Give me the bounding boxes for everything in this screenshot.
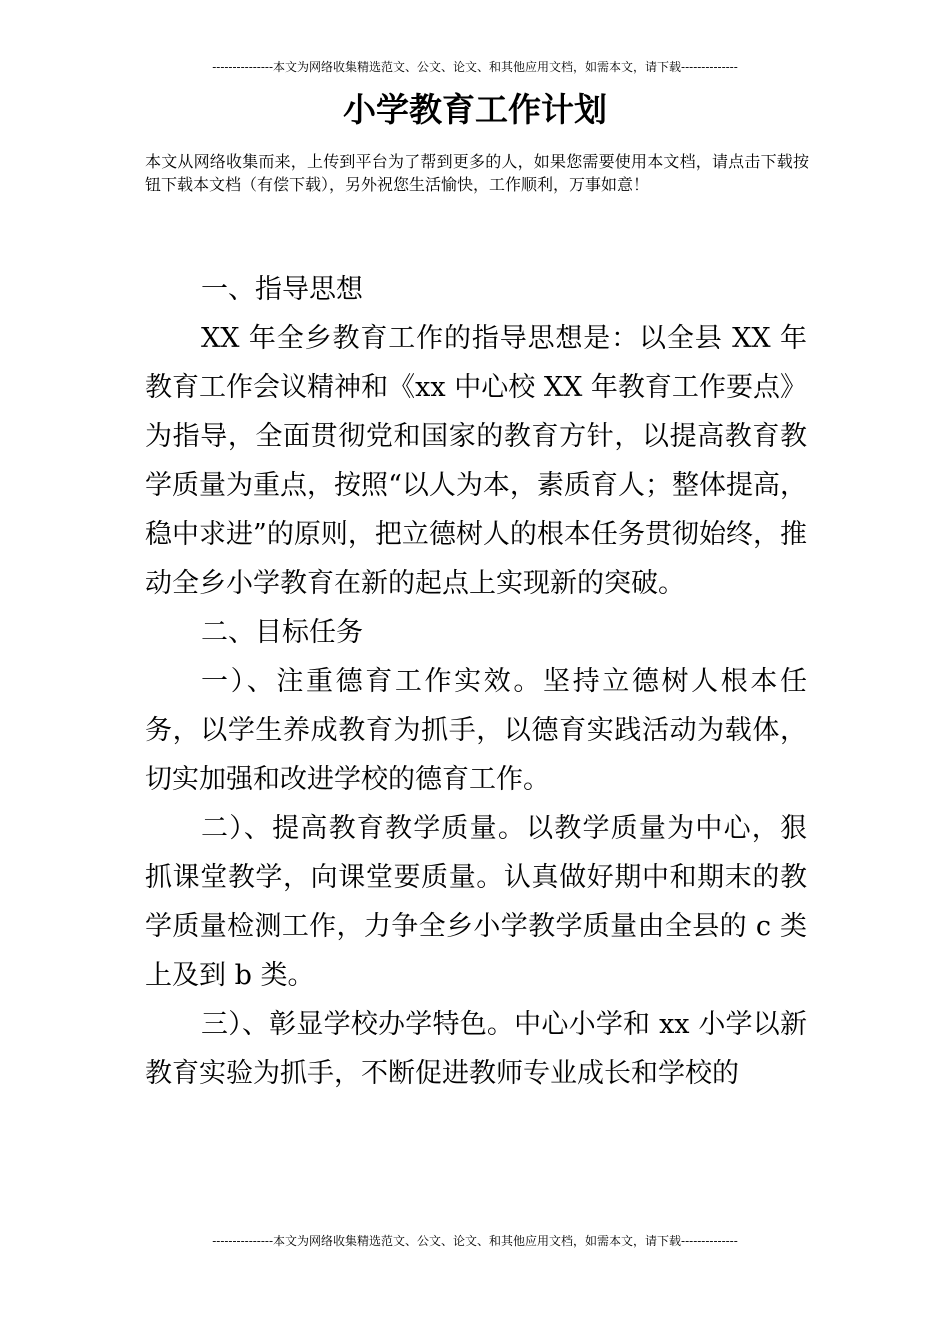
paragraph-school-features: 三）、彰显学校办学特色。中心小学和 xx 小学以新教育实验为抓手，不断促进教师专业成长和学校的	[145, 1009, 807, 1089]
page-header: ---------------本文为网络收集精选范文、公文、论文、和其他应用文档，如需本文，请下载--------------	[212, 60, 738, 74]
document-title: 小学教育工作计划	[343, 90, 607, 129]
paragraph-guiding-thought: XX 年全乡教育工作的指导思想是：以全县 XX 年教育工作会议精神和《xx 中心校 XX 年教育工作要点》为指导，全面贯彻党和国家的教育方针，以提高教育教学质量为重点，按照“以人为本，素质育人；整体提高，稳中求进”的原则，把立德树人的根本任务贯彻始终，推动全乡小学教育在新的起点上实现新的突破。	[145, 323, 807, 599]
paragraph-teaching-quality: 二）、提高教育教学质量。以教学质量为中心，狠抓课堂教学，向课堂要质量。认真做好期中和期末的教学质量检测工作，力争全乡小学教学质量由全县的 c 类上及到 b 类。	[145, 813, 807, 991]
section-heading-goals: 二、目标任务	[201, 617, 363, 648]
paragraph-moral-education: 一）、注重德育工作实效。坚持立德树人根本任务，以学生养成教育为抓手，以德育实践活动为载体，切实加强和改进学校的德育工作。	[145, 666, 807, 795]
section-heading-guiding-thought: 一、指导思想	[201, 274, 363, 305]
intro-note: 本文从网络收集而来，上传到平台为了帮到更多的人，如果您需要使用本文档，请点击下载按钮下载本文档（有偿下载），另外祝您生活愉快，工作顺利，万事如意！	[145, 152, 809, 194]
document-body	[145, 265, 807, 1098]
page-footer: ---------------本文为网络收集精选范文、公文、论文、和其他应用文档，如需本文，请下载--------------	[212, 1234, 738, 1248]
